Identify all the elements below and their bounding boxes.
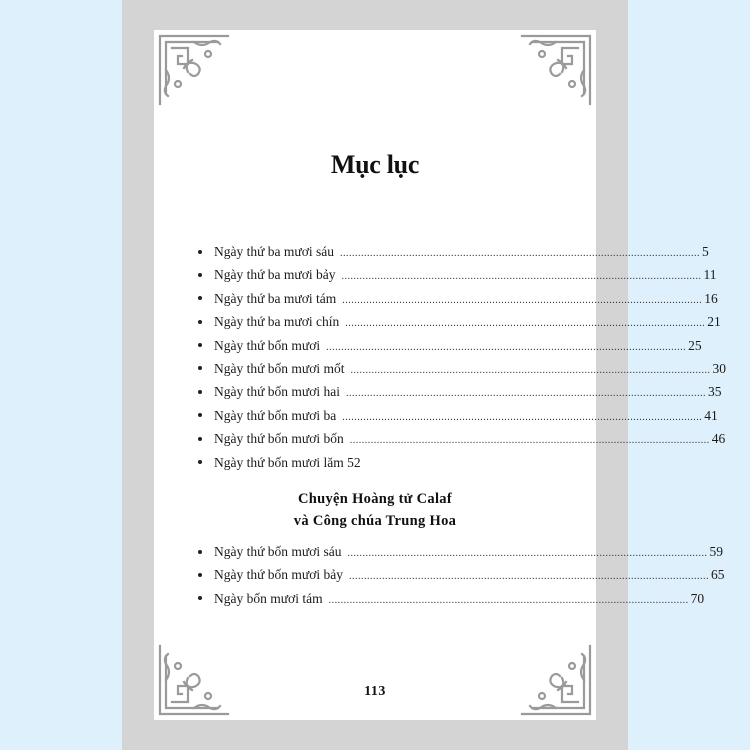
toc-entry[interactable] — [198, 427, 726, 450]
toc-entry-page: 59 — [709, 544, 724, 559]
toc-entry-title: Ngày thứ bốn mươi bảy — [214, 567, 344, 583]
toc-entry[interactable] — [198, 240, 709, 263]
toc-entry-title: Ngày thứ bốn mươi hai — [214, 384, 341, 400]
toc-entry[interactable] — [198, 451, 556, 474]
toc-entry[interactable] — [198, 263, 717, 286]
toc-entry-title: Ngày thứ bốn mươi ba — [214, 407, 337, 423]
bullet-icon — [198, 390, 202, 394]
toc-entry-page: 5 — [702, 244, 709, 259]
bullet-icon — [198, 250, 202, 254]
toc-entry-title: Ngày thứ bốn mươi bốn — [214, 431, 344, 447]
page-title: Mục lục — [330, 150, 420, 179]
dot-leader: ........................................................................................................................ — [345, 318, 706, 330]
toc-entry[interactable] — [198, 587, 705, 610]
book-page — [154, 30, 727, 720]
toc-entry[interactable] — [198, 287, 718, 310]
bullet-icon — [198, 320, 202, 324]
page-number: 113 — [364, 684, 386, 699]
toc-entry[interactable] — [198, 334, 702, 357]
toc-list-main — [198, 240, 727, 474]
bullet-icon — [198, 366, 202, 370]
toc-entry-title: Ngày thứ ba mươi sáu — [214, 244, 335, 259]
toc-entry-page: 25 — [688, 337, 702, 353]
corner-ornament-icon — [156, 638, 236, 718]
toc-entry-page: 21 — [707, 314, 721, 330]
toc-entry-page: 41 — [704, 407, 718, 423]
dot-leader: ........................................................................................................................ — [342, 411, 703, 423]
dot-leader: ........................................................................................................................ — [341, 271, 702, 283]
corner-ornament-icon — [514, 638, 594, 718]
toc-entry-page: 35 — [708, 384, 722, 400]
toc-entry[interactable] — [198, 380, 722, 403]
toc-entry-page: 70 — [690, 590, 705, 606]
dot-leader: ........................................................................................................................ — [347, 548, 708, 559]
toc-entry[interactable] — [198, 404, 718, 427]
toc-entry-page: 16 — [704, 290, 718, 306]
bullet-icon — [198, 596, 202, 600]
section-heading — [154, 488, 596, 532]
bullet-icon — [198, 273, 202, 277]
toc-entry-title: Ngày thứ bốn mươi — [214, 337, 321, 353]
section-heading-line: và Công chúa Trung Hoa — [293, 513, 457, 529]
section-heading-line: Chuyện Hoàng tử Calaf — [298, 491, 452, 507]
bullet-icon — [198, 460, 202, 464]
dot-leader: ........................................................................................................................ — [342, 294, 703, 306]
dot-leader: ........................................................................................................................ — [349, 435, 710, 447]
toc-entry-page: 30 — [712, 360, 727, 376]
dot-leader: ........................................................................................................................ — [349, 571, 710, 583]
bullet-icon — [198, 437, 202, 441]
bullet-icon — [198, 296, 202, 300]
toc-entry[interactable] — [198, 563, 725, 586]
toc-entry-title: Ngày thứ ba mươi tám — [214, 290, 337, 306]
toc-entry-page: 65 — [711, 567, 725, 583]
toc-entry-title: Ngày bốn mươi tám — [214, 590, 323, 606]
dot-leader: ........................................................................................................................ — [340, 248, 701, 259]
toc-entry[interactable] — [198, 540, 724, 563]
toc-list-section — [198, 540, 725, 610]
dot-leader: ........................................................................................................................ — [326, 341, 687, 353]
corner-ornament-icon — [514, 32, 594, 112]
toc-entry-title: Ngày thứ ba mươi chín — [214, 314, 340, 330]
bullet-icon — [198, 573, 202, 577]
dot-leader: ........................................................................................................................ — [328, 594, 689, 606]
toc-entry[interactable] — [198, 310, 721, 333]
dot-leader: ........................................................................................................................ — [350, 364, 711, 376]
bullet-icon — [198, 343, 202, 347]
toc-entry-title: Ngày thứ bốn mươi sáu — [214, 544, 342, 559]
corner-ornament-icon — [156, 32, 236, 112]
toc-entry-title: Ngày thứ bốn mươi lăm 52 — [214, 454, 361, 470]
toc-entry-page: 11 — [703, 267, 717, 283]
toc-entry[interactable] — [198, 357, 727, 380]
toc-entry-title: Ngày thứ ba mươi bảy — [214, 267, 336, 283]
toc-entry-title: Ngày thứ bốn mươi mốt — [214, 360, 345, 376]
bullet-icon — [198, 413, 202, 417]
bullet-icon — [198, 550, 202, 554]
dot-leader: ........................................................................................................................ — [346, 388, 707, 400]
toc-entry-page: 46 — [711, 431, 726, 447]
